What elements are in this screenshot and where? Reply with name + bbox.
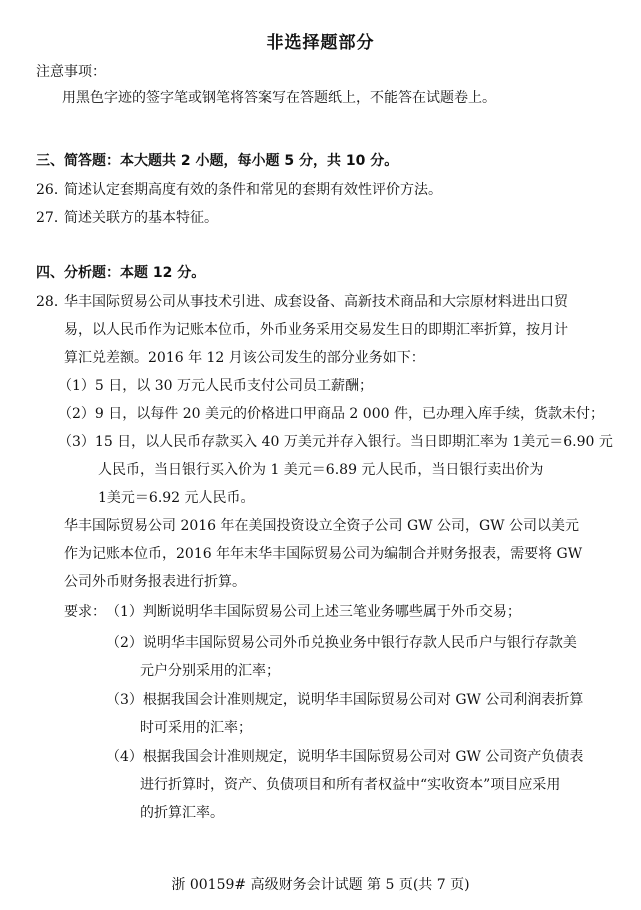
requirement-4-line-2: 进行折算时，资产、负债项目和所有者权益中“实收资本”项目应采用: [140, 777, 561, 793]
para2-line-3: 公司外币财务报表进行折算。: [64, 574, 246, 590]
q27-text: 简述关联方的基本特征。: [64, 210, 218, 226]
requirement-3-line-1: （3）根据我国会计准则规定，说明华丰国际贸易公司对 GW 公司利润表折算: [106, 692, 584, 708]
requirements-label: 要求：: [64, 604, 106, 620]
requirement-4-line-1: （4）根据我国会计准则规定，说明华丰国际贸易公司对 GW 公司资产负债表: [106, 749, 584, 765]
notice-text: 用黑色字迹的签字笔或钢笔将答案写在答题纸上，不能答在试题卷上。: [62, 90, 496, 106]
business-item-3-cont-1: 人民币，当日银行买入价为 1 美元＝6.89 元人民币，当日银行卖出价为: [98, 462, 544, 478]
para2-line-1: 华丰国际贸易公司 2016 年在美国投资设立全资子公司 GW 公司，GW 公司以美元: [64, 518, 580, 534]
q28-number: 28．: [36, 294, 68, 310]
q27-number: 27．: [36, 210, 68, 226]
section4-heading: 四、分析题：本题 12 分。: [36, 265, 206, 281]
page-footer: 浙 00159# 高级财务会计试题 第 5 页(共 7 页): [171, 877, 470, 893]
section3-heading: 三、简答题：本大题共 2 小题，每小题 5 分，共 10 分。: [36, 153, 399, 169]
q28-line-1: 华丰国际贸易公司从事技术引进、成套设备、高新技术商品和大宗原材料进出口贸: [64, 294, 568, 310]
requirement-2-line-2: 元户分别采用的汇率；: [140, 663, 280, 679]
requirement-2-line-1: （2）说明华丰国际贸易公司外币兑换业务中银行存款人民币户与银行存款美: [106, 635, 577, 651]
business-item-3: （3）15 日，以人民币存款买入 40 万美元并存入银行。当日即期汇率为 1美元＝6.90 元: [58, 434, 613, 450]
page-title: 非选择题部分: [266, 33, 375, 53]
q28-line-3: 算汇兑差额。2016 年 12 月该公司发生的部分业务如下：: [64, 350, 425, 366]
business-item-1: （1）5 日，以 30 万元人民币支付公司员工薪酬；: [58, 378, 373, 394]
requirement-4-line-3: 的折算汇率。: [140, 805, 224, 821]
business-item-3-cont-2: 1美元＝6.92 元人民币。: [98, 490, 255, 506]
q26-number: 26．: [36, 182, 68, 198]
requirement-3-line-2: 时可采用的汇率；: [140, 720, 252, 736]
q26-text: 简述认定套期高度有效的条件和常见的套期有效性评价方法。: [64, 182, 442, 198]
q28-line-2: 易，以人民币作为记账本位币，外币业务采用交易发生日的即期汇率折算，按月计: [64, 322, 568, 338]
requirement-1: （1）判断说明华丰国际贸易公司上述三笔业务哪些属于外币交易；: [106, 604, 521, 620]
para2-line-2: 作为记账本位币，2016 年年末华丰国际贸易公司为编制合并财务报表，需要将 GW: [64, 546, 583, 562]
notice-heading: 注意事项：: [36, 64, 106, 80]
business-item-2: （2）9 日，以每件 20 美元的价格进口甲商品 2 000 件，已办理入库手续，货款未付；: [58, 406, 604, 422]
